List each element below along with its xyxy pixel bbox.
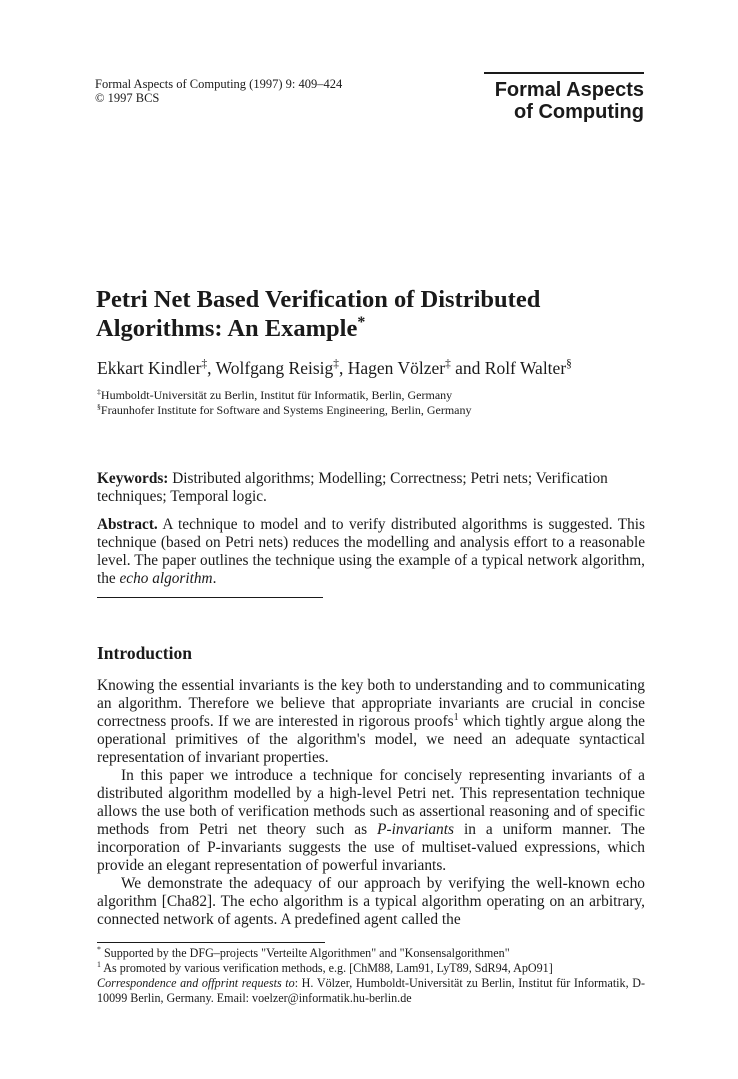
- author-2: , Wolfgang Reisig: [207, 358, 334, 378]
- copyright-notice: © 1997 BCS: [95, 91, 160, 105]
- author-1-mark: ‡: [201, 358, 208, 371]
- paragraph-3: We demonstrate the adequacy of our approach by verifying the well-known echo algorithm [Cha82]. The echo algorithm is a typical algorithm operating on an arbitrary, connected network of agents. A predefined agent called the: [97, 875, 645, 928]
- author-3-mark: ‡: [445, 358, 451, 371]
- keywords-label: Keywords:: [97, 470, 169, 487]
- abstract: [97, 516, 645, 588]
- title-line-1: Petri Net Based Verification of Distributed: [96, 286, 541, 313]
- footnote-2-mark: 1: [97, 959, 101, 969]
- paragraph-1-a: Knowing the essential invariants is the key both to understanding and to communicating an algorithm. Therefore we believe that appropriate invariants are crucial in concise correctness proofs. If we are interested in rigorous proofs: [97, 677, 645, 730]
- title-line-2: [96, 314, 656, 343]
- keywords-text: Distributed algorithms; Modelling; Correctness; Petri nets; Verification techniques; Temporal logic.: [97, 470, 608, 505]
- journal-citation: Formal Aspects of Computing (1997) 9: 409–424: [95, 77, 343, 91]
- masthead-line-1: Formal Aspects: [494, 79, 644, 101]
- author-3: , Hagen Völzer: [338, 358, 446, 378]
- abstract-emphasis: echo algorithm: [119, 570, 213, 587]
- keywords: [97, 470, 645, 506]
- affiliations: [97, 388, 471, 418]
- section-heading-introduction: Introduction: [97, 643, 192, 663]
- paragraph-2-a: In this paper we introduce a technique for concisely representing invariants of a distributed algorithm modelled by a high-level Petri net. This representation technique allows the use both of verification methods such as assertional reasoning and of specific methods from Petri net theory such as: [97, 767, 645, 838]
- footnote-2: [97, 961, 645, 976]
- footnote-divider: [97, 942, 325, 943]
- paper-title: [96, 285, 656, 343]
- abstract-label: Abstract.: [97, 516, 158, 533]
- title-footnote-mark: *: [357, 313, 366, 331]
- abstract-divider: [97, 597, 323, 598]
- paragraph-1-b: which tightly argue along the operational primitives of the algorithm's model, we need an adequate syntactical representation of invariant properties.: [97, 713, 645, 766]
- footnote-2-text: As promoted by various verification methods, e.g. [ChM88, Lam91, LyT89, SdR94, ApO91]: [100, 961, 553, 975]
- journal-header: [95, 77, 342, 105]
- affiliation-1: [97, 388, 471, 403]
- paragraph-2-b: in a uniform manner. The incorporation of P-invariants suggests the use of multiset-valued expressions, which provide an elegant representation of powerful invariants.: [97, 821, 646, 874]
- footnote-ref-1: 1: [453, 711, 459, 723]
- affiliation-2-text: Fraunhofer Institute for Software and Systems Engineering, Berlin, Germany: [100, 403, 472, 417]
- author-2-mark: ‡: [333, 358, 339, 371]
- footnotes: [97, 946, 645, 1006]
- correspondence-note: [97, 976, 645, 1006]
- abstract-end: .: [212, 570, 217, 587]
- footnote-1-text: Supported by the DFG–projects "Verteilte Algorithmen" and "Konsensalgorithmen": [100, 946, 510, 960]
- author-4-mark: §: [566, 358, 572, 371]
- correspondence-label: Correspondence and offprint requests to: [97, 976, 295, 990]
- affiliation-1-text: Humboldt-Universität zu Berlin, Institut für Informatik, Berlin, Germany: [100, 388, 453, 402]
- paragraph-2-emphasis: P-invariants: [377, 821, 454, 838]
- title-line-2-text: Algorithms: An Example: [96, 315, 358, 342]
- author-list: [97, 358, 572, 379]
- footnote-1-mark: *: [97, 944, 101, 954]
- abstract-text: A technique to model and to verify distributed algorithms is suggested. This technique (based on Petri nets) reduces the modelling and analysis effort to a reasonable level. The paper outlines the technique using the example of a typical network algorithm, the: [97, 516, 645, 587]
- affiliation-2: [97, 403, 471, 418]
- introduction-body: [97, 677, 645, 929]
- masthead-line-2: of Computing: [514, 101, 644, 123]
- affiliation-2-mark: §: [97, 402, 101, 411]
- journal-masthead: [484, 72, 644, 123]
- paragraph-1: [97, 677, 645, 767]
- footnote-1: [97, 946, 645, 961]
- paragraph-2: [97, 767, 645, 875]
- correspondence-text: : H. Völzer, Humboldt-Universität zu Berlin, Institut für Informatik, D-10099 Berlin, Germany. Email: voelzer@informatik.hu-berlin.de: [97, 976, 645, 1005]
- author-4: and Rolf Walter: [450, 358, 567, 378]
- author-1: Ekkart Kindler: [97, 358, 202, 378]
- affiliation-1-mark: ‡: [97, 387, 101, 396]
